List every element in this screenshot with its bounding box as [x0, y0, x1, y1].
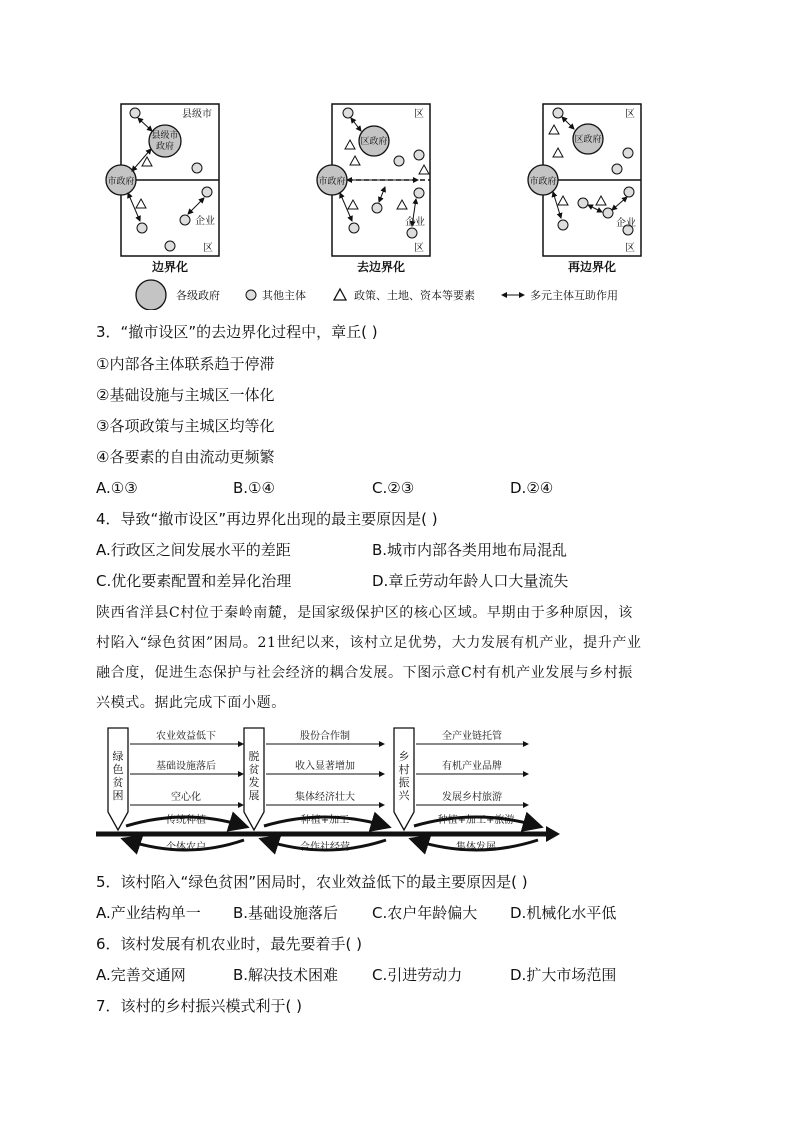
panel3-caption: 再边界化: [567, 260, 617, 274]
q3-option-d[interactable]: D.②④: [510, 479, 554, 497]
svg-text:绿: 绿: [112, 750, 124, 763]
svg-text:农业效益低下: 农业效益低下: [156, 731, 216, 742]
svg-text:传统种植: 传统种植: [166, 815, 206, 826]
svg-text:兴: 兴: [398, 789, 410, 802]
q4-option-a[interactable]: A.行政区之间发展水平的差距: [96, 541, 291, 559]
q7-stem: 7．该村的乡村振兴模式利于( ): [96, 997, 303, 1015]
svg-text:县级市: 县级市: [151, 131, 179, 141]
svg-text:区: 区: [625, 243, 635, 254]
reading-passage: 陕西省洋县C村位于秦岭南麓，是国家级保护区的核心区域。早期由于多种原因，该 村陷入“绿色贫困”困局。21世纪以来，该村立足优势，大力发展有机产业，提升产业 融合度，促进生态保护与社会经济的耦合发展。下图示意C村有机产业发展与乡村振 兴模式。据此完成下面小题。: [96, 605, 642, 711]
svg-text:企业: 企业: [195, 216, 215, 227]
svg-text:区: 区: [414, 243, 424, 254]
svg-text:各级政府: 各级政府: [176, 289, 220, 302]
q6-option-b[interactable]: B.解决技术困难: [233, 966, 339, 984]
q6-option-a[interactable]: A.完善交通网: [96, 966, 186, 984]
svg-text:种植+加工+旅游: 种植+加工+旅游: [437, 815, 515, 826]
svg-text:股份合作制: 股份合作制: [300, 731, 350, 742]
svg-text:集体经济壮大: 集体经济壮大: [295, 792, 355, 803]
svg-text:色: 色: [112, 763, 124, 776]
svg-text:收入显著增加: 收入显著增加: [295, 761, 355, 772]
panel1-top-label: 县级市: [182, 109, 212, 120]
q5-option-c[interactable]: C.农户年龄偏大: [372, 904, 478, 922]
svg-text:合作社经营: 合作社经营: [300, 842, 350, 853]
svg-text:有机产业品牌: 有机产业品牌: [442, 761, 502, 772]
q5-option-d[interactable]: D.机械化水平低: [510, 904, 617, 922]
q5-stem: 5．该村陷入“绿色贫困”困局时，农业效益低下的最主要原因是( ): [96, 873, 528, 891]
svg-text:贫: 贫: [248, 763, 260, 776]
svg-text:市政府: 市政府: [318, 177, 346, 187]
q3-item-2: ②基础设施与主城区一体化: [96, 386, 275, 404]
svg-text:个体农户: 个体农户: [166, 842, 206, 853]
q6-option-d[interactable]: D.扩大市场范围: [510, 966, 617, 984]
q5-option-a[interactable]: A.产业结构单一: [96, 904, 201, 922]
svg-text:发展乡村旅游: 发展乡村旅游: [442, 792, 502, 803]
city-gov-label: 市政府: [107, 177, 135, 187]
boundary-diagram: [0, 95, 794, 310]
panel-reboundary: [528, 104, 641, 274]
panel-deboundary: [317, 104, 430, 274]
svg-text:空心化: 空心化: [171, 792, 201, 803]
svg-text:贫: 贫: [112, 776, 124, 789]
svg-text:多元主体互助作用: 多元主体互助作用: [530, 289, 618, 302]
rural-revitalization-diagram: [0, 722, 794, 862]
q3-option-a[interactable]: A.①③: [96, 479, 138, 497]
svg-text:政府: 政府: [155, 142, 175, 152]
svg-text:区: 区: [625, 109, 635, 120]
panel2-caption: 去边界化: [356, 260, 406, 274]
svg-text:市政府: 市政府: [529, 177, 557, 187]
q3-option-b[interactable]: B.①④: [233, 479, 275, 497]
svg-text:村: 村: [398, 763, 410, 776]
svg-text:展: 展: [248, 789, 260, 802]
svg-text:企业: 企业: [405, 217, 425, 228]
panel-boundary: [106, 104, 219, 274]
q5-option-b[interactable]: B.基础设施落后: [233, 904, 339, 922]
svg-text:脱: 脱: [248, 750, 260, 763]
q4-option-d[interactable]: D.章丘劳动年龄人口大量流失: [372, 572, 569, 590]
q4-option-c[interactable]: C.优化要素配置和差异化治理: [96, 572, 292, 590]
svg-text:区政府: 区政府: [574, 135, 602, 145]
q4-option-b[interactable]: B.城市内部各类用地布局混乱: [372, 541, 568, 559]
svg-text:种植+加工: 种植+加工: [300, 815, 350, 826]
q6-option-c[interactable]: C.引进劳动力: [372, 966, 463, 984]
svg-text:乡: 乡: [398, 750, 410, 763]
q4-stem: 4．导致“撤市设区”再边界化出现的最主要原因是( ): [96, 510, 438, 528]
q3-item-4: ④各要素的自由流动更频繁: [96, 448, 275, 466]
panel1-caption: 边界化: [151, 260, 189, 274]
svg-text:企业: 企业: [616, 218, 636, 229]
q3-item-1: ①内部各主体联系趋于停滞: [96, 355, 275, 373]
q3-option-c[interactable]: C.②③: [372, 479, 415, 497]
svg-text:其他主体: 其他主体: [262, 289, 306, 302]
panel1-bottom-label: 区: [203, 243, 213, 254]
svg-text:区: 区: [414, 109, 424, 120]
svg-text:发: 发: [248, 776, 260, 789]
q6-stem: 6．该村发展有机农业时，最先要着手( ): [96, 935, 363, 953]
svg-text:基础设施落后: 基础设施落后: [156, 761, 216, 772]
svg-text:区政府: 区政府: [360, 137, 388, 147]
svg-text:集体发展: 集体发展: [456, 842, 496, 853]
q3-stem: 3．“撤市设区”的去边界化过程中，章丘( ): [96, 323, 378, 341]
legend: [136, 280, 618, 310]
svg-text:困: 困: [112, 789, 124, 802]
svg-text:全产业链托管: 全产业链托管: [442, 731, 502, 742]
svg-text:政策、土地、资本等要素: 政策、土地、资本等要素: [354, 289, 475, 302]
q3-item-3: ③各项政策与主城区均等化: [96, 417, 275, 435]
svg-text:振: 振: [398, 776, 410, 789]
